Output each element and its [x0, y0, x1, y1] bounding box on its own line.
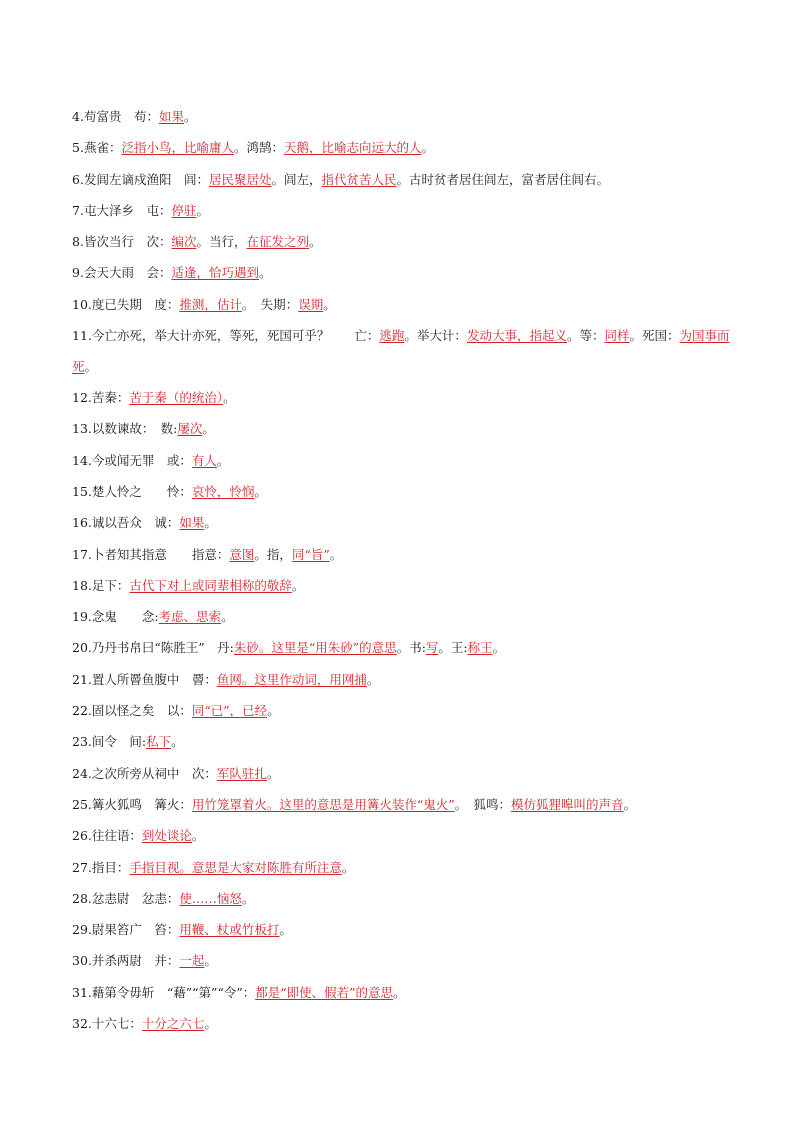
prompt-text: 卜者知其指意 指意： — [91, 546, 230, 562]
entry-number: 4. — [72, 109, 84, 124]
prompt-text: 。 — [258, 265, 272, 281]
annotation-entry — [72, 601, 732, 632]
prompt-text: 。等： — [566, 328, 605, 344]
answer-text: 手指目视。意思是大家对陈胜有所注意 — [129, 859, 342, 875]
prompt-text: 。书: — [396, 640, 426, 656]
answer-text: 为国事而死 — [72, 328, 730, 375]
annotation-entry — [72, 758, 732, 789]
prompt-text: 。 — [267, 703, 280, 719]
prompt-text: 发闾左谪戍渔阳 闾： — [83, 171, 209, 187]
answer-text: 十分之六七 — [141, 1016, 205, 1032]
prompt-text: 。 — [291, 577, 305, 593]
prompt-text: 屯大泽乡 屯： — [83, 202, 172, 218]
annotation-entry — [72, 507, 732, 538]
prompt-text: 度已失期 度： — [91, 296, 180, 312]
answer-text: 称王 — [467, 640, 493, 656]
entry-number: 31. — [72, 984, 92, 1000]
prompt-text: 皆次当行 次： — [83, 234, 172, 250]
answer-text: 逃跑 — [379, 328, 405, 344]
entry-number: 12. — [72, 390, 92, 406]
prompt-text: 。 — [204, 953, 217, 969]
prompt-text: 。 — [421, 140, 435, 156]
entry-number: 17. — [72, 546, 92, 562]
answer-text: 到处谈论 — [141, 828, 192, 844]
answer-text: 同“已”，已经 — [191, 703, 268, 719]
annotation-entry — [72, 476, 732, 507]
answer-text: 如果 — [179, 515, 205, 531]
prompt-text: 今或闻无罪 或： — [91, 452, 192, 468]
prompt-text: 。 — [216, 452, 230, 468]
answer-text: 模仿狐狸嗥叫的声音 — [510, 796, 624, 812]
answer-text: 用竹笼罩着火。这里的意思是用篝火装作“鬼火” — [191, 796, 455, 812]
answer-text: 军队驻扎 — [216, 765, 267, 781]
prompt-text: 。 — [183, 109, 197, 124]
annotation-entry — [72, 539, 732, 570]
entry-number: 20. — [72, 640, 92, 656]
entry-number: 23. — [72, 734, 92, 750]
entry-number: 10. — [72, 296, 92, 312]
prompt-text: 。 — [366, 671, 380, 687]
entry-number: 7. — [72, 202, 84, 218]
entry-number: 11. — [72, 328, 92, 344]
answer-text: 在征发之列 — [246, 234, 309, 250]
prompt-text: 之次所旁从祠中 次： — [91, 765, 217, 781]
annotation-entry — [72, 289, 732, 320]
answer-text: 都是“即使、假若”的意思 — [255, 984, 394, 1000]
prompt-text: 。 — [254, 483, 267, 499]
answer-text: 指代贫苦人民 — [321, 171, 397, 187]
answer-text: 写 — [425, 640, 439, 656]
annotation-entry — [72, 914, 732, 945]
prompt-text: 。 — [191, 828, 205, 844]
prompt-text: 。王: — [438, 640, 468, 656]
entry-number: 13. — [72, 421, 92, 437]
annotation-entry — [72, 413, 732, 444]
annotation-entry — [72, 570, 732, 601]
prompt-text: 指目： — [91, 859, 130, 875]
prompt-text: 诚以吾众 诚： — [91, 515, 180, 531]
prompt-text: 十六七： — [91, 1016, 142, 1032]
annotation-entry — [72, 1008, 732, 1039]
entry-number: 24. — [72, 765, 92, 781]
annotation-entry — [72, 195, 732, 226]
prompt-text: 。 — [309, 234, 322, 250]
prompt-text: 乃丹书帛曰“陈胜王” 丹: — [91, 640, 234, 656]
annotation-entry — [72, 164, 732, 195]
entry-number: 18. — [72, 577, 92, 593]
answer-text: 编次 — [171, 234, 197, 250]
entry-number: 8. — [72, 234, 84, 250]
answer-text: 考虑、思索 — [158, 609, 222, 625]
annotation-entry — [72, 382, 732, 413]
prompt-text: 藉第令毋斩 “藉”“第”“令”： — [91, 984, 256, 1000]
answer-text: 私下 — [146, 734, 172, 750]
annotation-entry — [72, 101, 732, 132]
prompt-text: 今亡亦死，举大计亦死，等死，死国可乎？ 亡： — [91, 328, 380, 344]
answer-text: 屡次 — [177, 421, 203, 437]
prompt-text: 。 — [492, 640, 506, 656]
prompt-text: 。 — [393, 984, 406, 1000]
answer-text: 停驻 — [171, 202, 197, 218]
entry-number: 27. — [72, 859, 92, 875]
prompt-text: 并杀两尉 并： — [91, 953, 180, 969]
prompt-text: 。 — [84, 359, 98, 375]
answer-text: 意图 — [229, 546, 255, 562]
answer-text: 用鞭、杖或竹板打 — [179, 922, 280, 938]
prompt-text: 。 — [329, 546, 343, 562]
prompt-text: 篝火狐鸣 篝火： — [91, 796, 192, 812]
annotation-entry — [72, 820, 732, 851]
entry-number: 14. — [72, 452, 92, 468]
entry-number: 6. — [72, 171, 84, 187]
entry-number: 26. — [72, 828, 92, 844]
answer-text: 如果 — [158, 109, 184, 124]
annotation-entry — [72, 664, 732, 695]
prompt-text: 。 — [204, 1016, 217, 1032]
prompt-text: 往往语： — [91, 828, 142, 844]
prompt-text: 尉果笞广 笞： — [91, 922, 180, 938]
prompt-text: 。 — [279, 922, 292, 938]
answer-text: 居民聚居处 — [208, 171, 272, 187]
prompt-text: 。 — [196, 202, 209, 218]
annotation-entry — [72, 977, 732, 1008]
entry-number: 32. — [72, 1016, 92, 1032]
prompt-text: 念鬼 念: — [91, 609, 159, 625]
answer-text: 推测，估计 — [179, 296, 242, 312]
entry-number: 15. — [72, 483, 92, 499]
entry-number: 29. — [72, 922, 92, 938]
prompt-text: 会天大雨 会： — [83, 265, 172, 281]
prompt-text: 。 — [171, 734, 184, 750]
prompt-text: 。 — [223, 390, 236, 406]
annotation-entry — [72, 257, 732, 288]
entry-number: 19. — [72, 609, 92, 625]
prompt-text: 。 — [202, 421, 215, 437]
prompt-text: 苦秦： — [91, 390, 130, 406]
prompt-text: 楚人怜之 怜： — [91, 483, 192, 499]
annotation-entry — [72, 852, 732, 883]
answer-text: 古代下对上或同辈相称的敬辞 — [129, 577, 292, 593]
prompt-text: 。 — [266, 765, 280, 781]
entry-number: 5. — [72, 140, 84, 156]
answer-text: 适逢，恰巧遇到 — [171, 265, 259, 281]
prompt-text: 。 — [204, 515, 217, 531]
answer-text: 发动大事，指起义 — [466, 328, 567, 344]
answer-text: 苦于秦（的统治） — [129, 390, 224, 406]
prompt-text: 。古时贫者居住闾左，富者居住闾右。 — [396, 171, 610, 187]
answer-text: 泛指小鸟，比喻庸人 — [121, 140, 234, 156]
annotation-entry — [72, 320, 732, 382]
answer-text: 误期 — [298, 296, 324, 312]
annotation-entry — [72, 789, 732, 820]
prompt-text: 。举大计： — [404, 328, 467, 344]
prompt-text: 。 失期： — [241, 296, 299, 312]
prompt-text: 。 狐鸣： — [454, 796, 511, 812]
entry-number: 21. — [72, 671, 92, 687]
answer-text: 鱼网。这里作动词，用网捕 — [216, 671, 367, 687]
entry-number: 28. — [72, 890, 92, 906]
annotation-entry — [72, 226, 732, 257]
annotation-entry — [72, 883, 732, 914]
prompt-text: 。 — [623, 796, 636, 812]
prompt-text: 。死国： — [629, 328, 680, 344]
prompt-text: 足下： — [91, 577, 130, 593]
prompt-text: 间令 间: — [91, 734, 147, 750]
prompt-text: 苟富贵 苟： — [83, 109, 159, 124]
answer-text: 天鹅，比喻志向远大的人 — [283, 140, 422, 156]
entry-number: 22. — [72, 703, 92, 719]
prompt-text: 。闾左， — [271, 171, 322, 187]
answer-text: 哀怜，怜悯 — [191, 483, 255, 499]
annotation-entry — [72, 445, 732, 476]
annotation-entry — [72, 132, 732, 163]
entry-number: 9. — [72, 265, 84, 281]
annotation-entry — [72, 695, 732, 726]
annotation-list — [72, 101, 732, 1039]
answer-text: 朱砂。这里是“用朱砂”的意思 — [233, 640, 397, 656]
prompt-text: 。 — [241, 890, 255, 906]
annotation-entry — [72, 945, 732, 976]
annotation-entry — [72, 632, 732, 663]
prompt-text: 忿恚尉 忿恚： — [91, 890, 180, 906]
entry-number: 25. — [72, 796, 92, 812]
prompt-text: 。 — [221, 609, 234, 625]
entry-number: 16. — [72, 515, 92, 531]
prompt-text: 。 — [341, 859, 355, 875]
prompt-text: 。鸿鹄： — [233, 140, 284, 156]
prompt-text: 。当行， — [196, 234, 247, 250]
prompt-text: 以数谏故： 数: — [91, 421, 178, 437]
answer-text: 一起 — [179, 953, 205, 969]
answer-text: 同“旨” — [291, 546, 330, 562]
entry-number: 30. — [72, 953, 92, 969]
prompt-text: 。 — [323, 296, 336, 312]
prompt-text: 置人所罾鱼腹中 罾： — [91, 671, 217, 687]
answer-text: 使……恼怒 — [179, 890, 242, 906]
annotation-entry — [72, 726, 732, 757]
prompt-text: 固以怪之矣 以： — [91, 703, 192, 719]
answer-text: 有人 — [191, 452, 217, 468]
answer-text: 同样 — [604, 328, 630, 344]
prompt-text: 燕雀： — [83, 140, 122, 156]
prompt-text: 。指， — [254, 546, 292, 562]
